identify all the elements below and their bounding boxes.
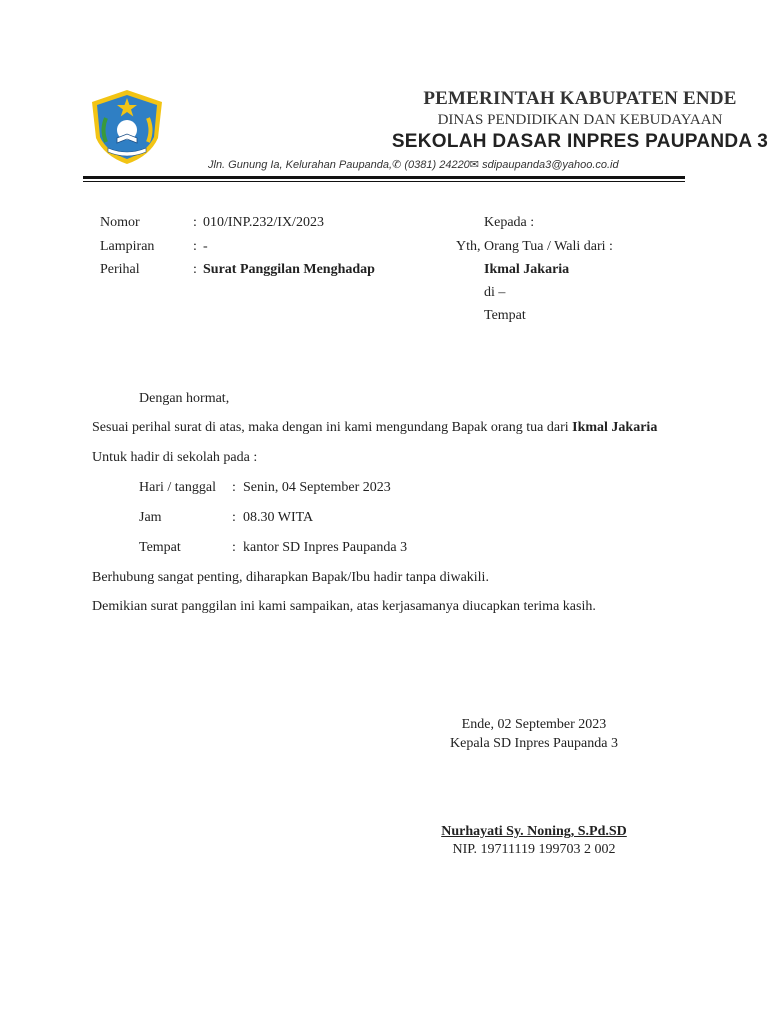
lampiran-colon: : xyxy=(193,239,197,254)
signature-place-date: Ende, 02 September 2023 xyxy=(461,717,607,732)
letterhead-divider-thick xyxy=(83,176,685,179)
signature-nip: NIP. 19711119 199703 2 002 xyxy=(452,842,616,857)
perihal-label: Perihal xyxy=(100,262,140,277)
lampiran-label: Lampiran xyxy=(100,239,155,254)
detail-colon: : xyxy=(232,480,236,495)
body-paragraph-attend: Untuk hadir di sekolah pada : xyxy=(92,450,258,465)
letterhead-school-name: SEKOLAH DASAR INPRES PAUPANDA 3 xyxy=(391,131,768,152)
recipient-tempat: Tempat xyxy=(484,308,526,323)
nomor-value: 010/INP.232/IX/2023 xyxy=(203,215,324,230)
invitation-student-name: Ikmal Jakaria xyxy=(572,420,658,435)
lampiran-value: - xyxy=(203,239,208,254)
letterhead-divider-thin xyxy=(83,181,685,182)
detail-value: 08.30 WITA xyxy=(243,510,314,525)
detail-value: kantor SD Inpres Paupanda 3 xyxy=(243,540,408,555)
perihal-colon: : xyxy=(193,262,197,277)
invitation-text: Sesuai perihal surat di atas, maka dengan ini kami mengundang Bapak orang tua dari xyxy=(92,420,573,435)
letterhead-address: Jln. Gunung Ia, Kelurahan Paupanda,✆ (0381) 24220✉ sdipaupanda3@yahoo.co.id xyxy=(208,159,619,171)
detail-value: Senin, 04 September 2023 xyxy=(243,480,391,495)
body-paragraph-invitation xyxy=(92,420,657,436)
nomor-colon: : xyxy=(193,215,197,230)
letterhead-government: PEMERINTAH KABUPATEN ENDE xyxy=(423,88,737,109)
detail-label: Hari / tanggal xyxy=(139,480,216,495)
greeting: Dengan hormat, xyxy=(139,391,230,406)
signature-position: Kepala SD Inpres Paupanda 3 xyxy=(450,736,618,751)
letterhead-department: DINAS PENDIDIKAN DAN KEBUDAYAAN xyxy=(437,112,723,128)
detail-label: Tempat xyxy=(139,540,181,555)
signature-name: Nurhayati Sy. Noning, S.Pd.SD xyxy=(441,824,627,839)
perihal-value: Surat Panggilan Menghadap xyxy=(203,262,375,277)
recipient-di: di – xyxy=(484,285,506,300)
recipient-kepada: Kepada : xyxy=(484,215,535,230)
detail-label: Jam xyxy=(139,510,162,525)
body-paragraph-closing: Demikian surat panggilan ini kami sampaikan, atas kerjasamanya diucapkan terima kasih. xyxy=(92,599,596,614)
detail-colon: : xyxy=(232,540,236,555)
recipient-name: Ikmal Jakaria xyxy=(484,262,570,277)
body-paragraph-importance: Berhubung sangat penting, diharapkan Bapak/Ibu hadir tanpa diwakili. xyxy=(92,570,489,585)
detail-colon: : xyxy=(232,510,236,525)
nomor-label: Nomor xyxy=(100,215,140,230)
recipient-yth: Yth, Orang Tua / Wali dari : xyxy=(456,239,613,254)
